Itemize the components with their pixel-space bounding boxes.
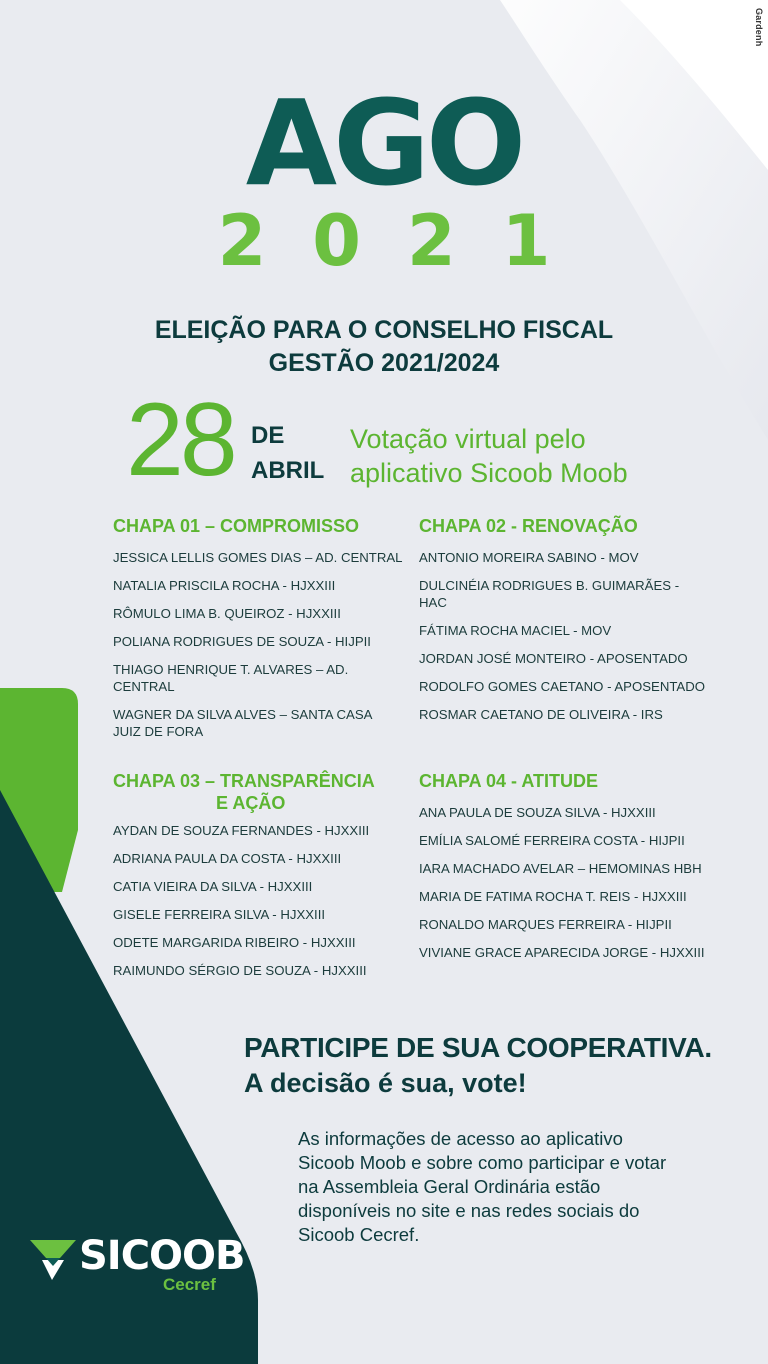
slate-title: CHAPA 02 - RENOVAÇÃO: [419, 516, 638, 536]
sicoob-logo-icon: [30, 1238, 80, 1282]
slate-title-line-1: CHAPA 03 – TRANSPARÊNCIA: [113, 771, 375, 791]
list-item: MARIA DE FATIMA ROCHA T. REIS - HJXXIII: [419, 889, 687, 904]
list-item: RÔMULO LIMA B. QUEIROZ - HJXXIII: [113, 606, 341, 621]
list-item: CATIA VIEIRA DA SILVA - HJXXIII: [113, 879, 313, 894]
list-item: NATALIA PRISCILA ROCHA - HJXXIII: [113, 578, 336, 593]
list-item: POLIANA RODRIGUES DE SOUZA - HIJPII: [113, 634, 371, 649]
list-item: VIVIANE GRACE APARECIDA JORGE - HJXXIII: [419, 945, 705, 960]
list-item: ODETE MARGARIDA RIBEIRO - HJXXIII: [113, 935, 356, 950]
slate-title-line-2: E AÇÃO: [216, 793, 286, 813]
list-item: ANTONIO MOREIRA SABINO - MOV: [419, 550, 639, 565]
list-item: RONALDO MARQUES FERREIRA - HIJPII: [419, 917, 672, 932]
list-item: JESSICA LELLIS GOMES DIAS – AD. CENTRAL: [113, 550, 403, 565]
slate-members: [419, 804, 709, 961]
list-item: IARA MACHADO AVELAR – HEMOMINAS HBH: [419, 861, 702, 876]
slate-02: [419, 515, 709, 734]
slate-members: [419, 549, 709, 723]
logo-sub: Cecref: [163, 1275, 216, 1294]
list-item: THIAGO HENRIQUE T. ALVARES – AD. CENTRAL: [113, 662, 349, 694]
list-item: ADRIANA PAULA DA COSTA - HJXXIII: [113, 851, 342, 866]
list-item: RODOLFO GOMES CAETANO - APOSENTADO: [419, 679, 706, 694]
voting-line-2: aplicativo Sicoob Moob: [350, 458, 628, 488]
list-item: DULCINÉIA RODRIGUES B. GUIMARÃES - HAC: [419, 578, 680, 610]
date-month: ABRIL: [251, 457, 325, 484]
list-item: RAIMUNDO SÉRGIO DE SOUZA - HJXXIII: [113, 963, 367, 978]
access-info-text: As informações de acesso ao aplicativo Sicoob Moob e sobre como participar e votar na Assembleia Geral Ordinária estão disponíveis no site e nas redes sociais do Sicoob Cecref.: [298, 1128, 667, 1245]
slate-04: [419, 770, 709, 972]
logo-name: SICOOB: [79, 1233, 245, 1279]
slate-members: [113, 822, 403, 979]
slate-title: CHAPA 01 – COMPROMISSO: [113, 516, 360, 536]
cta-headline: PARTICIPE DE SUA COOPERATIVA.: [244, 1032, 712, 1063]
election-line-2: GESTÃO 2021/2024: [268, 349, 500, 377]
ago-title: AGO: [245, 74, 523, 212]
election-heading: [0, 314, 768, 380]
cta-subheadline: A decisão é sua, vote!: [244, 1068, 527, 1098]
election-line-1: ELEIÇÃO PARA O CONSELHO FISCAL: [154, 316, 614, 344]
list-item: EMÍLIA SALOMÉ FERREIRA COSTA - HIJPII: [419, 833, 685, 848]
date-de: DE: [251, 422, 285, 449]
slate-01: [113, 515, 403, 751]
photo-credit: Gardenh: [754, 8, 764, 47]
list-item: GISELE FERREIRA SILVA - HJXXIII: [113, 907, 326, 922]
election-day: 28: [126, 382, 234, 498]
list-item: WAGNER DA SILVA ALVES – SANTA CASA JUIZ DE FORA: [113, 707, 372, 739]
slate-title: CHAPA 04 - ATITUDE: [419, 771, 599, 791]
list-item: FÁTIMA ROCHA MACIEL - MOV: [419, 623, 612, 638]
slate-title: [113, 770, 403, 814]
list-item: AYDAN DE SOUZA FERNANDES - HJXXIII: [113, 823, 370, 838]
list-item: ANA PAULA DE SOUZA SILVA - HJXXIII: [419, 805, 656, 820]
voting-info: [350, 422, 628, 490]
list-item: ROSMAR CAETANO DE OLIVEIRA - IRS: [419, 707, 663, 722]
voting-line-1: Votação virtual pelo: [350, 424, 586, 454]
list-item: JORDAN JOSÉ MONTEIRO - APOSENTADO: [419, 651, 688, 666]
slate-03: [113, 770, 403, 990]
slate-members: [113, 549, 403, 740]
year-title: 2021: [217, 200, 597, 282]
